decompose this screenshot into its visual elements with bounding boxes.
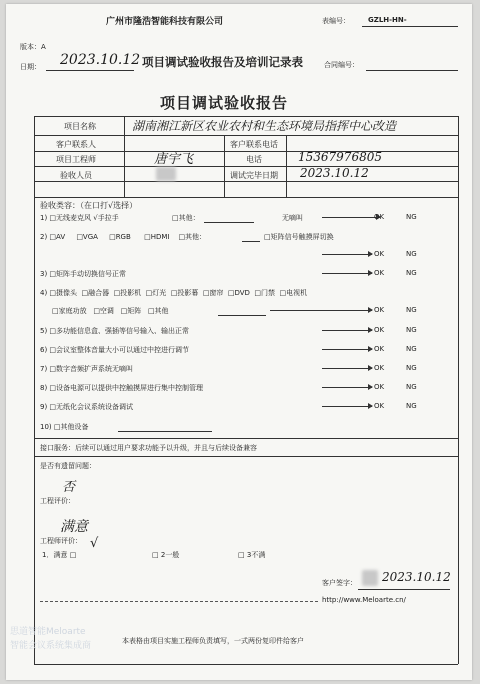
leftover-question-label: 是否有遗留问题：	[40, 462, 96, 470]
finish-date-value: 2023.10.12	[300, 166, 369, 180]
rating-unsatisfied-box: □	[238, 551, 245, 559]
engineer-eval-checkmark: √	[90, 536, 99, 551]
item-text: □设备电源可以提供中控触摸屏进行集中控制管理	[49, 384, 204, 392]
check-item-4	[40, 288, 307, 298]
arrow-3	[322, 273, 372, 274]
check-item-6	[40, 345, 189, 355]
check-item-4b	[52, 306, 169, 316]
rating-average-label: 2一般	[160, 551, 180, 559]
grid-line	[34, 456, 458, 457]
ng-5: NG	[406, 326, 417, 334]
grid-line	[124, 116, 125, 197]
option-aircon: □空调	[93, 307, 114, 315]
company-name: 广州市隆浩智能科技有限公司	[106, 17, 224, 27]
grid-line	[286, 135, 287, 197]
option-vga: □VGA	[76, 233, 98, 241]
ng-7: NG	[406, 364, 417, 372]
option-camera: □摄像头	[49, 289, 78, 297]
ng-8: NG	[406, 383, 417, 391]
phone-label: 电话	[246, 155, 262, 164]
item-text: □数字音频扩声系统无嘀叫	[49, 365, 134, 373]
website-url: http://www.Meloarte.cn/	[322, 596, 406, 604]
option-matrix: □矩阵	[120, 307, 142, 315]
watermark-line-2: 智能会议系统集成商	[10, 641, 92, 651]
date-label: 日期：	[20, 63, 41, 71]
fill-line	[118, 431, 212, 432]
arrow-4	[270, 310, 372, 311]
rating-unsatisfied-label: 3不满	[246, 551, 266, 559]
option-amp: □家庭功放	[52, 307, 87, 315]
phone-value: 15367976805	[298, 150, 382, 164]
table-left-border	[34, 116, 35, 664]
rating-satisfied-box: □	[69, 551, 77, 559]
rating-satisfied[interactable]	[42, 550, 76, 560]
grid-line	[34, 197, 458, 198]
customer-contact-label: 客户联系人	[56, 140, 96, 149]
ok-6: OK	[374, 345, 385, 353]
check-item-9	[40, 402, 133, 412]
report-title: 项目调试验收报告	[160, 94, 289, 112]
fill-line	[242, 241, 260, 242]
grid-line	[224, 135, 225, 197]
header-date-handwritten: 2023.10.12	[60, 52, 141, 68]
redacted-acceptor	[156, 167, 176, 181]
option-rgb: □RGB	[109, 233, 131, 241]
form-title: 项目调试验收报告及培训记录表	[142, 55, 303, 69]
ng-4: NG	[406, 306, 417, 314]
customer-sign-label: 客户签字：	[322, 579, 357, 587]
document-page	[6, 4, 472, 680]
arrow-8	[322, 387, 372, 388]
ok-4: OK	[374, 306, 385, 314]
item-number: 7)	[40, 365, 48, 373]
version-label: 版本：A	[20, 43, 46, 51]
item-text: □无纸化会议系统设备调试	[49, 403, 134, 411]
fill-line	[218, 315, 266, 316]
finish-date-label: 调试完毕日期	[230, 171, 278, 180]
item-number: 10)	[40, 423, 52, 431]
item-number: 4)	[40, 289, 48, 297]
table-right-border	[458, 116, 459, 664]
item-text: □矩阵手动切换信号正常	[49, 270, 127, 278]
grid-line	[34, 181, 458, 182]
table-bottom-border	[34, 664, 458, 665]
item-1-tail: 无嘀叫	[282, 214, 303, 222]
acceptor-label: 验收人员	[60, 171, 92, 180]
grid-line	[34, 151, 458, 152]
option-fusion: □融合器	[81, 289, 110, 297]
grid-line	[34, 135, 458, 136]
leftover-answer: 否	[62, 480, 76, 495]
contract-number-underline	[366, 70, 458, 71]
arrow-9	[322, 406, 372, 407]
rating-unsatisfied[interactable]	[238, 550, 265, 560]
footer-dash-line	[40, 601, 318, 602]
customer-phone-label: 客户联系电话	[230, 140, 278, 149]
sign-underline	[358, 589, 450, 590]
rating-average[interactable]	[152, 550, 179, 560]
option-access: □门禁	[254, 289, 276, 297]
ng-6: NG	[406, 345, 417, 353]
arrow-1	[322, 217, 380, 218]
form-number-label: 表编号：	[322, 17, 350, 25]
item-number: 3)	[40, 270, 48, 278]
option-matrix-touch: □矩阵信号触摸屏切换	[264, 233, 334, 241]
engineer-name: 唐宇飞	[154, 152, 194, 167]
grid-line	[34, 166, 458, 167]
check-heading: 验收类容：（在口打√选择）	[40, 201, 138, 210]
arrow-5	[322, 330, 372, 331]
ng-1: NG	[406, 213, 417, 221]
customer-sign-date: 2023.10.12	[382, 570, 451, 584]
ng-3: NG	[406, 269, 417, 277]
footer-note: 本表格由项目实施工程师负责填写，一式两份复印件给客户	[122, 637, 304, 645]
check-item-2	[40, 232, 206, 242]
interface-service-note: 接口服务：后续可以通过用户要求功能予以升级，并且与后续设备兼容	[40, 444, 257, 452]
option-other-4: □其他	[147, 307, 169, 315]
item-number: 2)	[40, 233, 48, 241]
arrow-2	[322, 254, 372, 255]
option-curtain: □窗帘	[202, 289, 224, 297]
rating-satisfied-label: 1．满意	[42, 551, 68, 559]
date-underline	[46, 70, 134, 71]
engineer-eval-answer: 满意	[60, 519, 88, 535]
watermark-line-1: 思道智能Meloarte	[10, 627, 86, 637]
project-name-label: 项目名称	[64, 122, 96, 131]
ok-1: OK	[374, 213, 385, 221]
grid-line	[34, 438, 458, 439]
engineer-eval2-label: 工程师评价：	[40, 537, 82, 545]
rating-average-box: □	[152, 551, 159, 559]
item-text: □其他设备	[53, 423, 89, 431]
option-av: □AV	[49, 233, 66, 241]
ok-7: OK	[374, 364, 385, 372]
ok-5: OK	[374, 326, 385, 334]
ok-2: OK	[374, 250, 385, 258]
item-number: 9)	[40, 403, 48, 411]
check-item-5	[40, 326, 189, 336]
check-item-10	[40, 422, 89, 432]
ok-8: OK	[374, 383, 385, 391]
redacted-signature	[362, 570, 378, 586]
option-other-2: □其他：	[178, 233, 207, 241]
option-dvd: □DVD	[227, 289, 250, 297]
engineer-label: 项目工程师	[56, 155, 96, 164]
contract-number-label: 合同编号：	[324, 61, 359, 69]
item-number: 6)	[40, 346, 48, 354]
option-light: □灯光	[145, 289, 167, 297]
ng-2: NG	[406, 250, 417, 258]
item-number: 5)	[40, 327, 48, 335]
engineer-eval-label: 工程评价：	[40, 497, 75, 505]
ok-9: OK	[374, 402, 385, 410]
check-item-7	[40, 364, 133, 374]
option-tv: □电视机	[279, 289, 308, 297]
check-item-1	[40, 213, 119, 223]
ng-9: NG	[406, 402, 417, 410]
option-hand-to-hand: √手拉手	[93, 214, 119, 222]
arrow-6	[322, 349, 372, 350]
item-text: □会议室整体音量大小可以通过中控进行调节	[49, 346, 190, 354]
item-number: 1)	[40, 214, 48, 222]
item-number: 8)	[40, 384, 48, 392]
project-name-value: 湖南湘江新区农业农村和生态环境局指挥中心改造	[132, 119, 397, 133]
option-other-1: □其他：	[172, 214, 200, 222]
option-hdmi: □HDMI	[144, 233, 170, 241]
check-item-3	[40, 269, 126, 279]
item-text: □多功能信息盒、强插等信号输入、输出正常	[49, 327, 190, 335]
form-number-value: GZLH-HN-	[368, 16, 407, 24]
option-projector: □投影机	[113, 289, 142, 297]
ok-3: OK	[374, 269, 385, 277]
option-wireless-mic: □无线麦克风	[49, 214, 92, 222]
option-screen: □投影幕	[170, 289, 199, 297]
fill-line	[204, 222, 254, 223]
check-item-8	[40, 383, 203, 393]
form-number-underline	[362, 26, 458, 27]
arrow-7	[322, 368, 372, 369]
